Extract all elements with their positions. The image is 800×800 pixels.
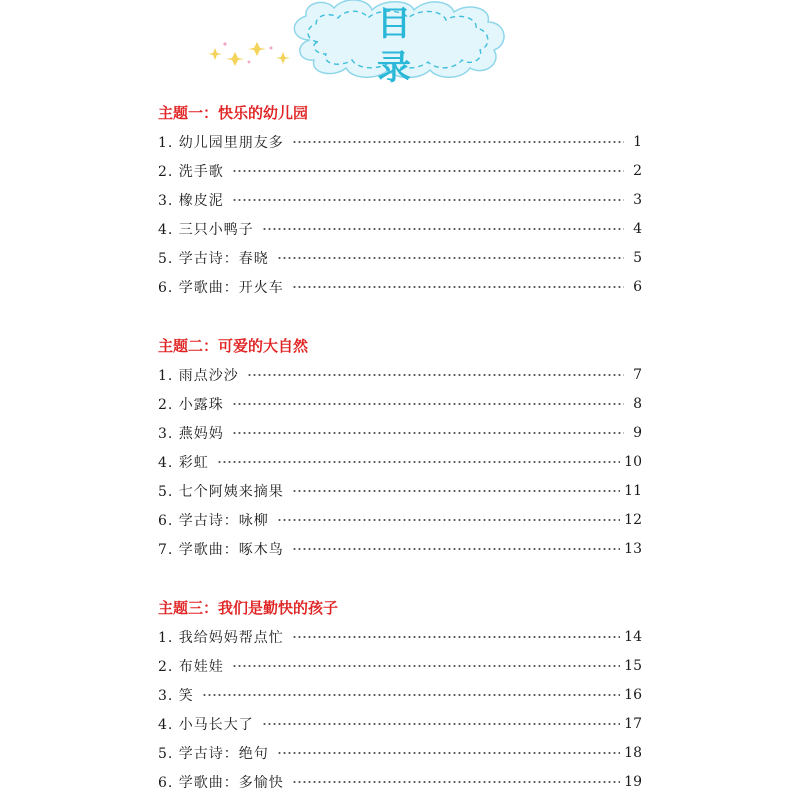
toc-entry[interactable]: [158, 389, 642, 418]
toc-entry-label: 1. 雨点沙沙: [158, 367, 239, 384]
toc-entry[interactable]: [158, 127, 642, 156]
toc-page-number: 5: [633, 249, 642, 266]
toc-entry-label: 1. 幼儿园里朋友多: [158, 134, 284, 151]
dot-leader: [232, 665, 620, 667]
toc-entry-label: 5. 学古诗：绝句: [158, 745, 269, 762]
toc-entry[interactable]: [158, 738, 642, 767]
dot-leader: [217, 461, 620, 463]
toc-entry-label: 2. 洗手歌: [158, 163, 224, 180]
toc-entry[interactable]: [158, 767, 642, 796]
toc-entry-label: 2. 小露珠: [158, 396, 224, 413]
toc-page-number: 4: [633, 220, 642, 237]
dot-leader: [292, 548, 620, 550]
toc-entry[interactable]: [158, 214, 642, 243]
dot-leader: [202, 694, 620, 696]
toc-entry-label: 3. 橡皮泥: [158, 192, 224, 209]
toc-page-number: 15: [624, 657, 642, 674]
section-title: 主题一：快乐的幼儿园: [158, 104, 309, 122]
toc-page-number: 11: [624, 482, 642, 499]
toc-entry-label: 6. 学歌曲：开火车: [158, 279, 284, 296]
toc-page-number: 3: [633, 191, 642, 208]
dot-leader: [232, 432, 624, 434]
toc-page-number: 16: [624, 686, 642, 703]
toc-list: [158, 360, 642, 563]
toc-entry[interactable]: [158, 360, 642, 389]
toc-entry[interactable]: [158, 534, 642, 563]
toc-entry[interactable]: [158, 243, 642, 272]
section-3: [158, 594, 642, 796]
toc-page-number: 7: [633, 366, 642, 383]
page-title: 目 录: [377, 4, 429, 88]
toc-page-number: 10: [624, 453, 642, 470]
toc-page-number: 9: [633, 424, 642, 441]
toc-entry-label: 5. 学古诗：春晓: [158, 250, 269, 267]
dot-leader: [232, 199, 624, 201]
toc-list: [158, 127, 642, 301]
dot-leader: [262, 228, 624, 230]
dot-leader: [292, 286, 624, 288]
toc-entry[interactable]: [158, 272, 642, 301]
toc-entry[interactable]: [158, 418, 642, 447]
toc-entry-label: 1. 我给妈妈帮点忙: [158, 629, 284, 646]
title-banner: [270, 0, 540, 88]
section-title: 主题三：我们是勤快的孩子: [158, 599, 339, 617]
toc-entry[interactable]: [158, 651, 642, 680]
toc-entry[interactable]: [158, 447, 642, 476]
toc-entry-label: 4. 小马长大了: [158, 716, 254, 733]
sparkle-decoration-icon: [205, 36, 295, 72]
toc-page-number: 13: [624, 540, 642, 557]
toc-page-number: 12: [624, 511, 642, 528]
dot-leader: [277, 752, 620, 754]
toc-entry[interactable]: [158, 680, 642, 709]
toc-page-number: 6: [633, 278, 642, 295]
toc-page-number: 2: [633, 162, 642, 179]
toc-entry[interactable]: [158, 185, 642, 214]
dot-leader: [232, 170, 624, 172]
toc-page-number: 18: [624, 744, 642, 761]
section-2: [158, 332, 642, 563]
toc-list: [158, 622, 642, 796]
dot-leader: [277, 257, 624, 259]
dot-leader: [232, 403, 624, 405]
toc-entry-label: 4. 彩虹: [158, 454, 209, 471]
dot-leader: [292, 636, 620, 638]
toc-entry[interactable]: [158, 709, 642, 738]
section-1: [158, 99, 642, 301]
toc-entry[interactable]: [158, 505, 642, 534]
toc-page-number: 14: [624, 628, 642, 645]
toc-entry-label: 3. 笑: [158, 687, 194, 704]
dot-leader: [277, 519, 620, 521]
dot-leader: [292, 141, 624, 143]
toc-page-number: 19: [624, 773, 642, 790]
toc-entry-label: 5. 七个阿姨来摘果: [158, 483, 284, 500]
toc-entry[interactable]: [158, 476, 642, 505]
toc-page-number: 1: [633, 133, 642, 150]
toc-page-number: 8: [633, 395, 642, 412]
section-title: 主题二：可爱的大自然: [158, 337, 309, 355]
toc-entry-label: 6. 学歌曲：多愉快: [158, 774, 284, 791]
toc-page-number: 17: [624, 715, 642, 732]
dot-leader: [292, 781, 620, 783]
toc-entry[interactable]: [158, 622, 642, 651]
toc-entry-label: 2. 布娃娃: [158, 658, 224, 675]
dot-leader: [292, 490, 620, 492]
toc-entry-label: 6. 学古诗：咏柳: [158, 512, 269, 529]
toc-entry[interactable]: [158, 156, 642, 185]
dot-leader: [262, 723, 620, 725]
toc-entry-label: 7. 学歌曲：啄木鸟: [158, 541, 284, 558]
toc-entry-label: 4. 三只小鸭子: [158, 221, 254, 238]
dot-leader: [247, 374, 624, 376]
toc-entry-label: 3. 燕妈妈: [158, 425, 224, 442]
